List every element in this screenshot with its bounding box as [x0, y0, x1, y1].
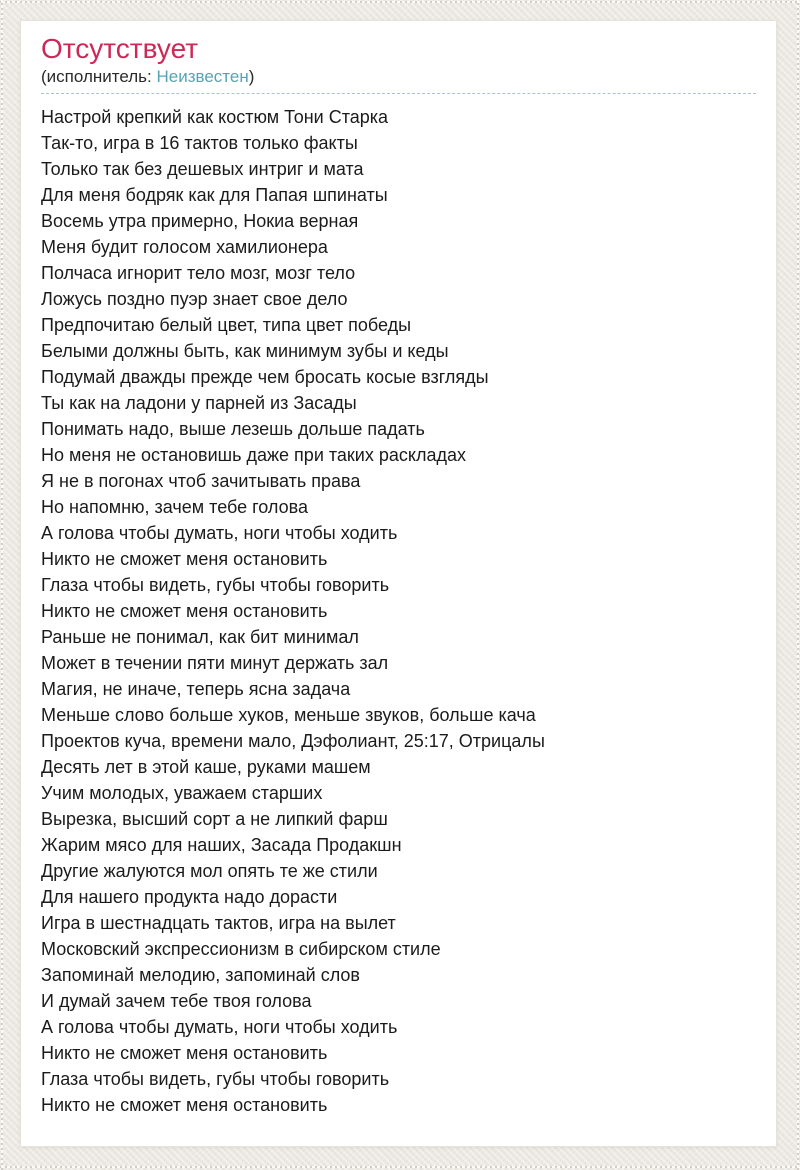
- lyric-line: Ты как на ладони у парней из Засады: [41, 393, 357, 413]
- lyric-line: Никто не сможет меня остановить: [41, 549, 328, 569]
- page-edge-dots-top: [0, 1, 800, 3]
- lyric-line: Меньше слово больше хуков, меньше звуков, больше кача: [41, 705, 536, 725]
- lyric-line: Но напомню, зачем тебе голова: [41, 497, 309, 517]
- lyric-line: Полчаса игнорит тело мозг, мозг тело: [41, 263, 356, 283]
- song-subtitle: [41, 66, 756, 87]
- lyric-line: Глаза чтобы видеть, губы чтобы говорить: [41, 1069, 390, 1089]
- lyric-line: Только так без дешевых интриг и мата: [41, 159, 364, 179]
- lyrics-card: [20, 20, 777, 1147]
- lyric-line: Учим молодых, уважаем старших: [41, 783, 323, 803]
- lyric-line: А голова чтобы думать, ноги чтобы ходить: [41, 1017, 398, 1037]
- subtitle-suffix: ): [248, 67, 255, 86]
- lyric-line: Но меня не остановишь даже при таких раскладах: [41, 445, 466, 465]
- lyric-line: Десять лет в этой каше, руками машем: [41, 757, 371, 777]
- song-title-link[interactable]: Отсутствует: [41, 33, 199, 64]
- lyric-line: Игра в шестнадцать тактов, игра на вылет: [41, 913, 396, 933]
- lyric-line: Проектов куча, времени мало, Дэфолиант, 25:17, Отрицалы: [41, 731, 545, 751]
- lyric-line: Ложусь поздно пуэр знает свое дело: [41, 289, 348, 309]
- lyric-line: И думай зачем тебе твоя голова: [41, 991, 312, 1011]
- lyric-line: Жарим мясо для наших, Засада Продакшн: [41, 835, 402, 855]
- lyric-line: Настрой крепкий как костюм Тони Старка: [41, 107, 389, 127]
- lyric-line: Московский экспрессионизм в сибирском стиле: [41, 939, 441, 959]
- lyric-line: Никто не сможет меня остановить: [41, 601, 328, 621]
- lyric-line: Предпочитаю белый цвет, типа цвет победы: [41, 315, 412, 335]
- lyric-line: Для нашего продукта надо дорасти: [41, 887, 338, 907]
- lyric-line: А голова чтобы думать, ноги чтобы ходить: [41, 523, 398, 543]
- subtitle-prefix: (исполнитель:: [41, 67, 157, 86]
- lyric-line: Я не в погонах чтоб зачитывать права: [41, 471, 361, 491]
- lyric-line: Магия, не иначе, теперь ясна задача: [41, 679, 351, 699]
- lyric-line: Раньше не понимал, как бит минимал: [41, 627, 359, 647]
- lyric-line: Запоминай мелодию, запоминай слов: [41, 965, 360, 985]
- song-header: [41, 34, 756, 94]
- lyric-line: Белыми должны быть, как минимум зубы и кеды: [41, 341, 449, 361]
- page-edge-dots-left: [1, 0, 3, 1170]
- page-edge-dots-bottom: [0, 1166, 800, 1168]
- lyric-line: Для меня бодряк как для Папая шпинаты: [41, 185, 388, 205]
- lyric-line: Глаза чтобы видеть, губы чтобы говорить: [41, 575, 390, 595]
- lyric-line: Может в течении пяти минут держать зал: [41, 653, 389, 673]
- page-edge-dots-right: [797, 0, 799, 1170]
- lyric-line: Восемь утра примерно, Нокиа верная: [41, 211, 359, 231]
- lyric-line: Другие жалуются мол опять те же стили: [41, 861, 378, 881]
- lyric-line: Меня будит голосом хамилионера: [41, 237, 328, 257]
- lyrics-block: [41, 104, 756, 1118]
- artist-link[interactable]: Неизвестен: [156, 67, 249, 86]
- lyric-line: Понимать надо, выше лезешь дольше падать: [41, 419, 425, 439]
- lyric-line: Вырезка, высший сорт а не липкий фарш: [41, 809, 388, 829]
- lyric-line: Никто не сможет меня остановить: [41, 1095, 328, 1115]
- lyric-line: Подумай дважды прежде чем бросать косые взгляды: [41, 367, 489, 387]
- lyric-line: Так-то, игра в 16 тактов только факты: [41, 133, 358, 153]
- lyric-line: Никто не сможет меня остановить: [41, 1043, 328, 1063]
